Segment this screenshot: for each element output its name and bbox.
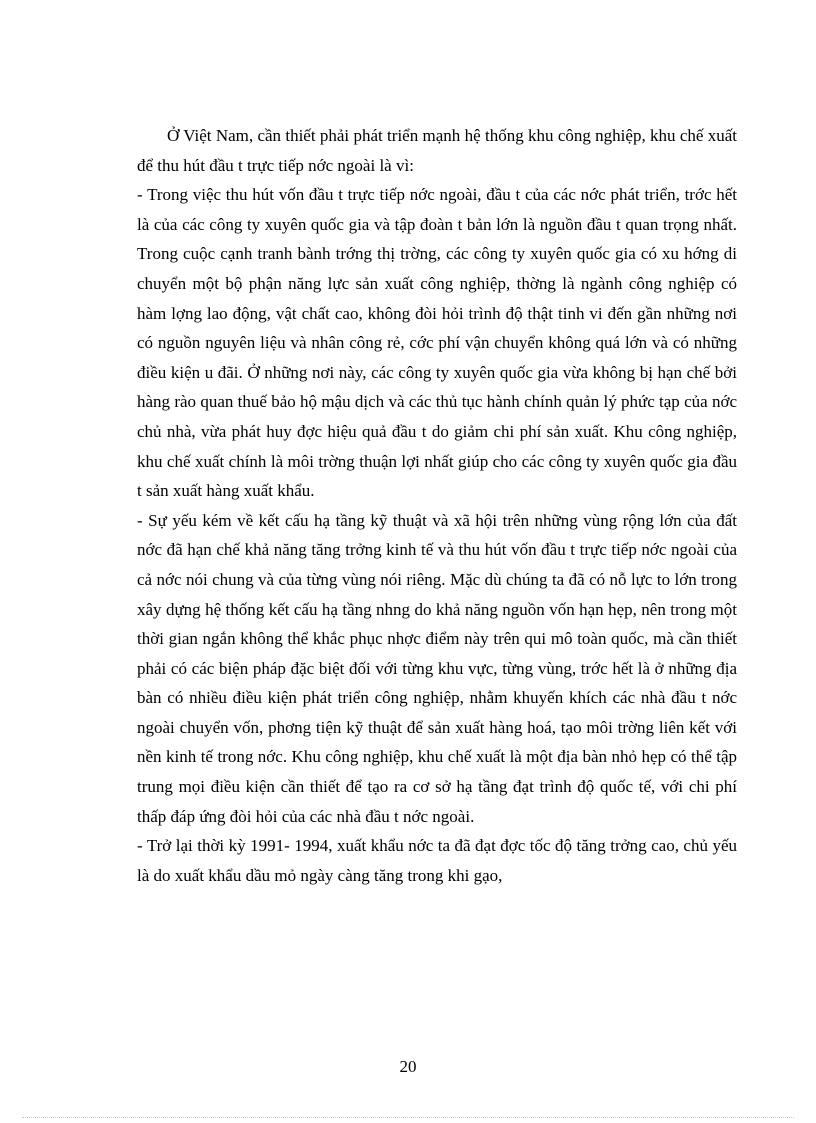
paragraph-point-3: - Trở lại thời kỳ 1991- 1994, xuất khẩu nớc ta đã đạt đợc tốc độ tăng trởng cao, chủ yếu là do xuất khẩu dầu mỏ ngày càng tăng trong khi gạo,: [137, 836, 737, 885]
page-bottom-divider: [22, 1117, 794, 1118]
page-number: 20: [399, 1057, 417, 1076]
paragraph-point-2: - Sự yếu kém về kết cấu hạ tầng kỹ thuật và xã hội trên những vùng rộng lớn của đất nớc đã hạn chế khả năng tăng trởng kinh tế và thu hút vốn đầu t trực tiếp nớc ngoài của cả nớc nói chung và của từng vùng nói riêng. Mặc dù chúng ta đã có nỗ lực to lớn trong xây dựng hệ thống kết cấu hạ tầng nhng do khả năng nguồn vốn hạn hẹp, nên trong một thời gian ngắn không thể khắc phục nhợc điểm này trên qui mô toàn quốc, mà cần thiết phải có các biện pháp đặc biệt đối với từng khu vực, từng vùng, trớc hết là ở những địa bàn có nhiều điều kiện phát triển công nghiệp, nhằm khuyến khích các nhà đầu t nớc ngoài chuyển vốn, phơng tiện kỹ thuật để sản xuất hàng hoá, tạo môi trờng liên kết với nền kinh tế trong nớc. Khu công nghiệp, khu chế xuất là một địa bàn nhỏ hẹp có thể tập trung mọi điều kiện cần thiết để tạo ra cơ sở hạ tầng đạt trình độ quốc tế, với chi phí thấp đáp ứng đòi hỏi của các nhà đầu t nớc ngoài.: [137, 510, 737, 826]
paragraph-intro: Ở Việt Nam, cần thiết phải phát triển mạnh hệ thống khu công nghiệp, khu chế xuất để thu hút đầu t trực tiếp nớc ngoài là vì:: [137, 126, 737, 175]
paragraph-point-1: - Trong việc thu hút vốn đầu t trực tiếp nớc ngoài, đầu t của các nớc phát triển, trớc hết là của các công ty xuyên quốc gia và tập đoàn t bản lớn là nguồn đầu t quan trọng nhất. Trong cuộc cạnh tranh bành trớng thị trờng, các công ty xuyên quốc gia có xu hớng di chuyển một bộ phận năng lực sản xuất công nghiệp, thờng là ngành công nghiệp có hàm lợng lao động, vật chất cao, không đòi hỏi trình độ thật tinh vi đến gần những nơi có nguồn nguyên liệu và nhân công rẻ, cớc phí vận chuyển không quá lớn và có những điều kiện u đãi. Ở những nơi này, các công ty xuyên quốc gia vừa không bị hạn chế bởi hàng rào quan thuế bảo hộ mậu dịch và các thủ tục hành chính quản lý phức tạp của nớc chủ nhà, vừa phát huy đợc hiệu quả đầu t do giảm chi phí sản xuất. Khu công nghiệp, khu chế xuất chính là môi trờng thuận lợi nhất giúp cho các công ty xuyên quốc gia đầu t sản xuất hàng xuất khẩu.: [137, 185, 737, 501]
body-text: [137, 121, 737, 890]
